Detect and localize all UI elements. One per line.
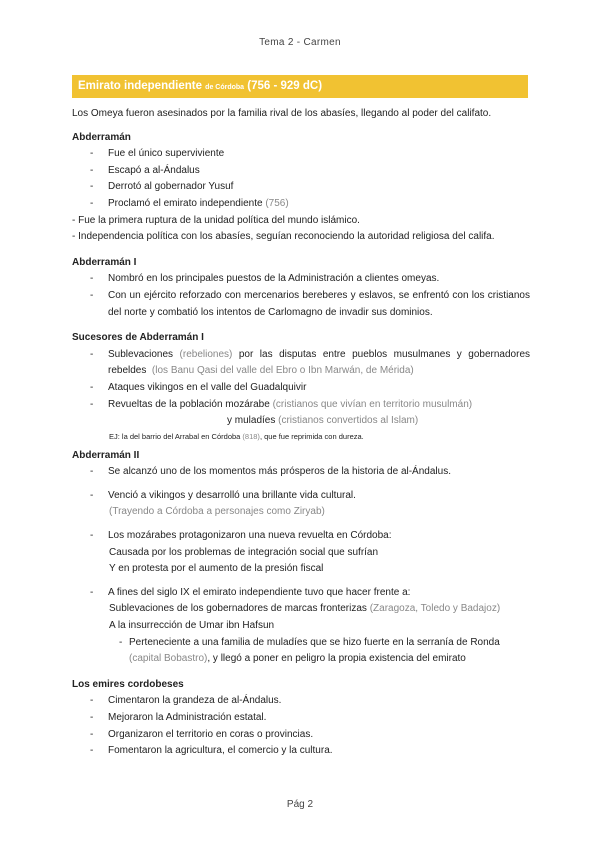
list-item: - Se alcanzó uno de los momentos más prósperos de la historia de al-Ándalus. [90,466,451,478]
list-item: - Derrotó al gobernador Yusuf [90,181,234,193]
title-small: de Córdoba [205,84,245,91]
heading-sucesores: Sucesores de Abderramán I [72,332,204,344]
list-item-continuation: y muladíes (cristianos convertidos al Islam) [227,415,419,427]
page-header: Tema 2 - Carmen [259,37,341,48]
example-note: EJ: la del barrio del Arrabal en Córdoba (818), que fue reprimida con dureza. [109,431,364,441]
list-item: - Fomentaron la agricultura, el comercio y la cultura. [90,745,333,757]
page-footer: Pág 2 [286,799,314,810]
heading-emires: Los emires cordobeses [72,678,184,690]
list-item: - Con un ejército reforzado con mercenarios bereberes y eslavos, se enfrentó con los cristianos del norte y combatió los intentos de Carlomagno de invadir sus dominios. [90,289,530,318]
list-item-note: (Trayendo a Córdoba a personajes como Ziryab) [109,506,325,518]
list-item: - Fue el único superviviente [90,148,225,160]
list-item: - A fines del siglo IX el emirato independiente tuvo que hacer frente a: [90,586,411,598]
list-item: - Venció a vikingos y desarrolló una brillante vida cultural. [90,489,356,501]
list-item: - Cimentaron la grandeza de al-Ándalus. [90,695,282,707]
list-item: - Escapó a al-Ándalus [90,164,200,176]
heading-abderraman: Abderramán [72,131,131,143]
document-body [72,106,530,760]
intro-paragraph: Los Omeya fueron asesinados por la familia rival de los abasíes, llegando al poder del califato. [72,108,492,119]
list-item: - Proclamó el emirato independiente (756) [90,197,289,209]
paragraph: - Independencia política con los abasíes, seguían reconociendo la autoridad religiosa del califa. [72,231,495,243]
title-main: Emirato independiente [78,80,202,92]
list-item: - Ataques vikingos en el valle del Guadalquivir [90,381,307,393]
list-item-continuation: A la insurrección de Umar ibn Hafsun [109,620,275,632]
list-item: - Los mozárabes protagonizaron una nueva revuelta en Córdoba: [90,530,392,542]
list-item: - Mejoraron la Administración estatal. [90,712,267,723]
section-title-bar [72,75,528,98]
list-item-continuation: Causada por los problemas de integración social que sufrían [109,546,379,558]
heading-abderraman-ii: Abderramán II [72,449,140,461]
title-dates: (756 - 929 dC) [247,80,323,92]
list-item-continuation: Y en protesta por el aumento de la presión fiscal [109,563,324,575]
paragraph: - Fue la primera ruptura de la unidad política del mundo islámico. [72,214,360,226]
list-item: - Nombró en los principales puestos de la Administración a clientes omeyas. [90,273,440,285]
list-item: - Revueltas de la población mozárabe (cristianos que vivían en territorio musulmán) [90,398,473,410]
list-item-continuation: Sublevaciones de los gobernadores de marcas fronterizas (Zaragoza, Toledo y Badajoz) [109,603,501,615]
list-item: - Sublevaciones (rebeliones) por las disputas entre pueblos musulmanes y gobernadores rebeldes (los Banu Qasi del valle del Ebro o Ibn Marwán, de Mérida) [90,348,531,377]
heading-abderraman-i: Abderramán I [72,256,137,268]
sub-list-item: - Perteneciente a una familia de muladíes que se hizo fuerte en la serranía de Ronda (capital Bobastro), y llegó a poner en peligro la propia existencia del emirato [119,636,500,665]
list-item: - Organizaron el territorio en coras o provincias. [90,728,314,740]
